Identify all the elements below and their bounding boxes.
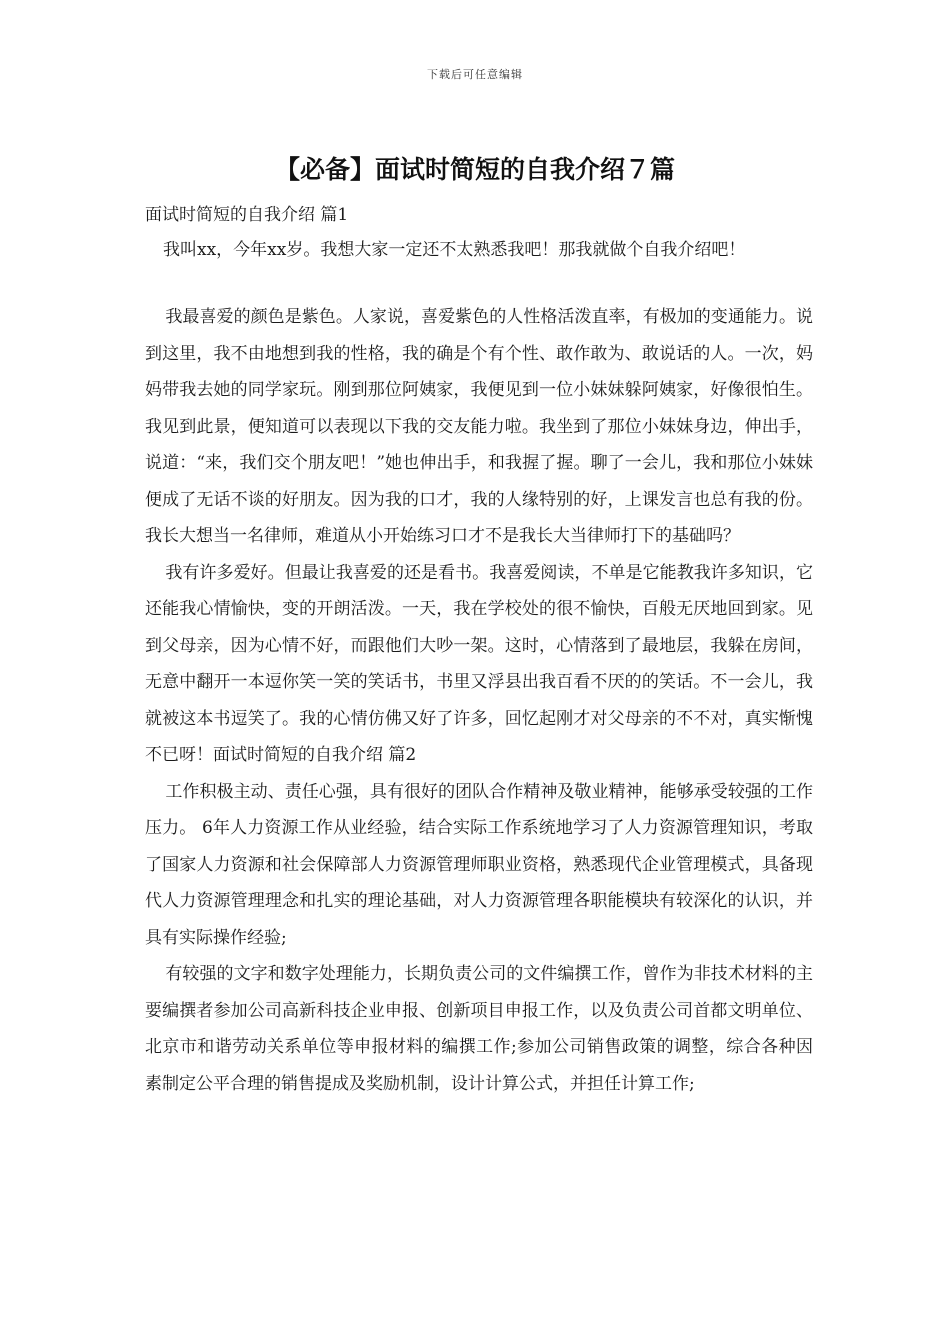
paragraph: 有较强的文字和数字处理能力，长期负责公司的文件编撰工作，曾作为非技术材料的主要编撰者参加公司高新科技企业申报、创新项目申报工作，以及负责公司首都文明单位、北京市和谐劳动关系单位等申报材料的编撰工作;参加公司销售政策的调整，综合各种因素制定公平合理的销售提成及奖励机制，设计计算公式，并担任计算工作;: [145, 964, 813, 1094]
document-title: 【必备】面试时简短的自我介绍７篇: [274, 155, 675, 184]
intro-line: 我叫xx，今年xx岁。我想大家一定还不太熟悉我吧！那我就做个自我介绍吧！: [163, 240, 746, 260]
paragraph: 工作积极主动、责任心强，具有很好的团队合作精神及敬业精神，能够承受较强的工作压力。 6年人力资源工作从业经验，结合实际工作系统地学习了人力资源管理知识，考取了国家人力资源和社会保障部人力资源管理师职业资格，熟悉现代企业管理模式，具备现代人力资源管理理念和扎实的理论基础，对人力资源管理各职能模块有较深化的认识，并具有实际操作经验;: [145, 781, 813, 948]
page-header-note: 下载后可任意编辑: [427, 68, 523, 81]
paragraph: 我最喜爱的颜色是紫色。人家说，喜爱紫色的人性格活泼直率，有极加的变通能力。说到这里，我不由地想到我的性格，我的确是个有个性、敢作敢为、敢说话的人。一次，妈妈带我去她的同学家玩。刚到那位阿姨家，我便见到一位小妹妹躲阿姨家，好像很怕生。我见到此景，便知道可以表现以下我的交友能力啦。我坐到了那位小妹妹身边，伸出手，说道：“来，我们交个朋友吧！”她也伸出手，和我握了握。聊了一会儿，我和那位小妹妹便成了无话不谈的好朋友。因为我的口才，我的人缘特别的好，上课发言也总有我的份。我长大想当一名律师，难道从小开始练习口才不是我长大当律师打下的基础吗？: [145, 307, 813, 546]
section-heading: 面试时简短的自我介绍 篇1: [145, 205, 349, 225]
document-body: [145, 299, 813, 1102]
paragraph: 我有许多爱好。但最让我喜爱的还是看书。我喜爱阅读，不单是它能教我许多知识，它还能我心情愉快，变的开朗活泼。一天，我在学校处的很不愉快，百般无厌地回到家。见到父母亲，因为心情不好，而跟他们大吵一架。这时，心情落到了最地层，我躲在房间，无意中翻开一本逗你笑一笑的笑话书，书里又浮县出我百看不厌的的笑话。不一会儿，我就被这本书逗笑了。我的心情仿佛又好了许多，回忆起刚才对父母亲的不不对，真实惭愧不已呀！面试时简短的自我介绍 篇2: [145, 562, 813, 765]
